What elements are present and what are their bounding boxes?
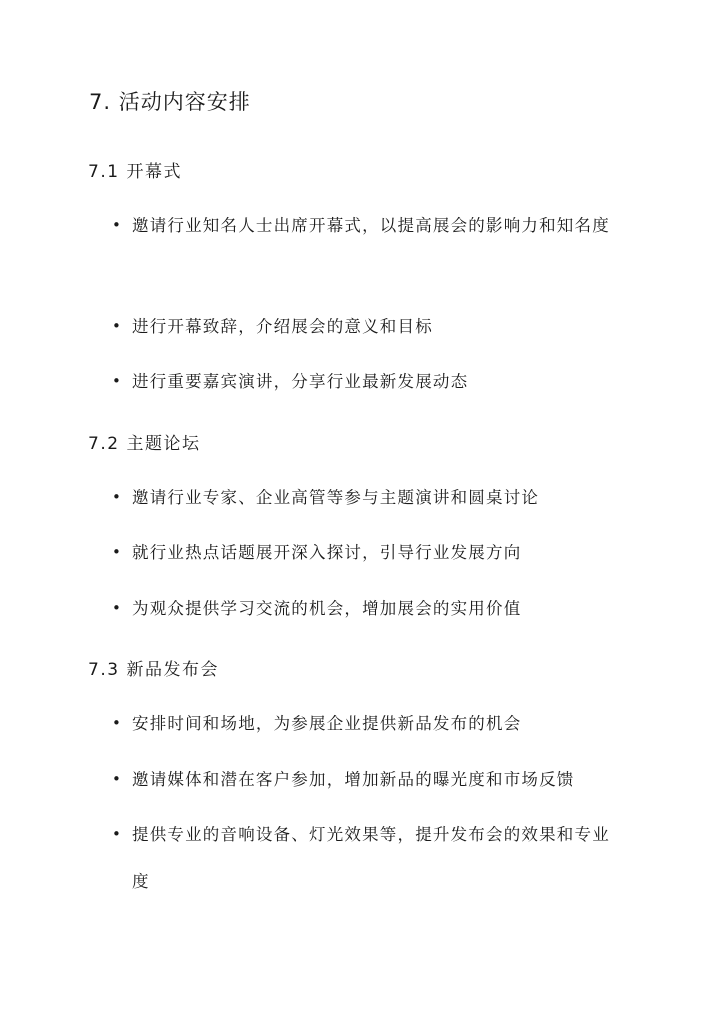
list-item-text: 邀请行业知名人士出席开幕式，以提高展会的影响力和知名度 xyxy=(132,216,610,235)
list-item-text: 安排时间和场地，为参展企业提供新品发布的机会 xyxy=(132,714,522,733)
subsection-title-forum: 7.2 主题论坛 xyxy=(88,434,201,454)
list-item xyxy=(112,585,612,632)
bullet-icon: • xyxy=(112,770,123,788)
bullet-icon: • xyxy=(112,543,123,561)
section-title: 7. 活动内容安排 xyxy=(89,90,251,114)
subsection-title-opening: 7.1 开幕式 xyxy=(88,162,182,182)
list-item-text: 就行业热点话题展开深入探讨，引导行业发展方向 xyxy=(132,543,522,562)
list-item xyxy=(112,529,612,576)
bullet-icon: • xyxy=(112,599,123,617)
bullet-icon: • xyxy=(112,372,123,390)
list-item xyxy=(112,700,612,747)
list-item xyxy=(112,303,612,350)
list-item-text: 邀请行业专家、企业高管等参与主题演讲和圆桌讨论 xyxy=(132,488,540,507)
list-item xyxy=(112,202,612,249)
bullet-icon: • xyxy=(112,488,123,506)
bullet-icon: • xyxy=(112,317,123,335)
list-item xyxy=(112,358,612,405)
list-item-text: 邀请媒体和潜在客户参加，增加新品的曝光度和市场反馈 xyxy=(132,770,575,789)
list-item xyxy=(112,474,612,521)
list-item-text: 进行开幕致辞，介绍展会的意义和目标 xyxy=(132,317,433,336)
list-item-text: 提供专业的音响设备、灯光效果等，提升发布会的效果和专业度 xyxy=(132,825,610,891)
list-item-text: 进行重要嘉宾演讲，分享行业最新发展动态 xyxy=(132,372,469,391)
subsection-title-launch: 7.3 新品发布会 xyxy=(88,660,219,680)
list-item xyxy=(112,756,612,803)
list-item xyxy=(112,811,612,905)
list-item-text: 为观众提供学习交流的机会，增加展会的实用价值 xyxy=(132,599,522,618)
bullet-icon: • xyxy=(112,825,123,843)
bullet-icon: • xyxy=(112,216,123,234)
bullet-icon: • xyxy=(112,714,123,732)
